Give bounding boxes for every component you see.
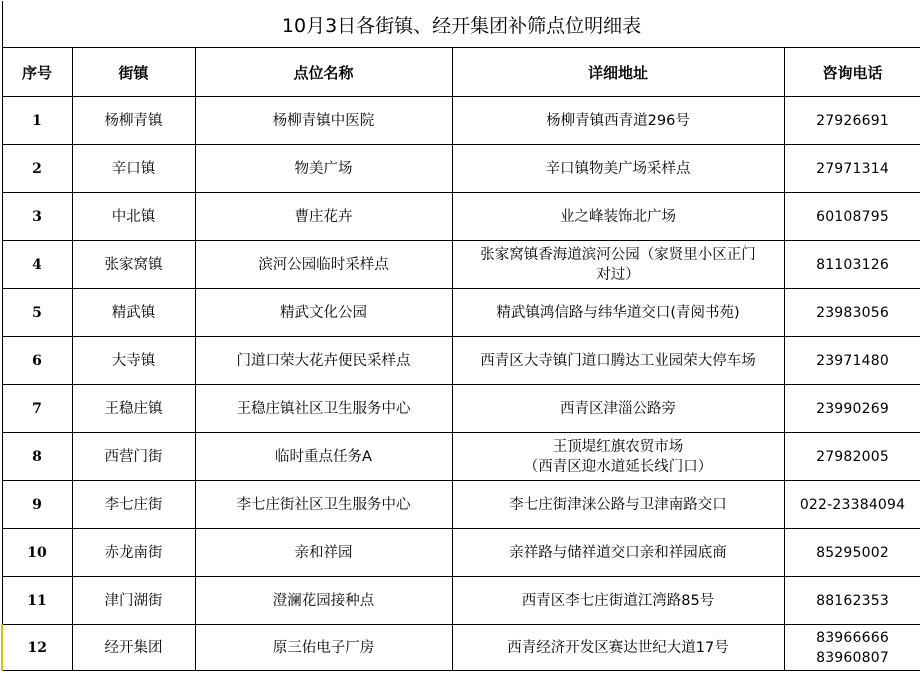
cell-site[interactable]: 原三佑电子厂房 [195,625,452,671]
table-row [2,193,920,241]
cell-phone[interactable] [784,385,920,433]
cell-phone-line: 022-23384094 [799,496,906,513]
cell-phone-line: 60108795 [816,208,889,225]
cell-phone[interactable] [784,625,920,671]
cell-index[interactable]: 8 [2,433,72,481]
cell-address-line: 西青区大寺镇门道口腾达工业园荣大停车场 [480,352,756,369]
header-index[interactable]: 序号 [2,48,72,97]
cell-index[interactable]: 7 [2,385,72,433]
cell-address-line: 对过） [596,266,640,283]
cell-town[interactable]: 经开集团 [72,625,195,671]
cell-town[interactable]: 王稳庄镇 [72,385,195,433]
cell-phone[interactable] [784,145,920,193]
cell-town[interactable]: 赤龙南街 [72,529,195,577]
cell-address-line: 张家窝镇香海道滨河公园（家贤里小区正门 [480,246,756,263]
cell-phone[interactable] [784,481,920,529]
cell-address-line: 精武镇鸿信路与纬华道交口(青阅书苑) [496,304,740,321]
cell-town[interactable]: 精武镇 [72,289,195,337]
table-row [2,385,920,433]
cell-phone[interactable] [784,289,920,337]
cell-phone-line: 27971314 [816,160,889,177]
cell-town[interactable]: 大寺镇 [72,337,195,385]
cell-town[interactable]: 张家窝镇 [72,241,195,289]
cell-phone-line: 81103126 [816,256,889,273]
cell-phone-line: 88162353 [816,592,889,609]
table-title[interactable]: 10月3日各街镇、经开集团补筛点位明细表 [2,1,920,48]
cell-phone-line: 23983056 [816,304,889,321]
table-row [2,481,920,529]
cell-address[interactable] [452,529,784,577]
cell-address-line: 业之峰装饰北广场 [560,208,676,225]
cell-address-line: 亲祥路与储祥道交口亲和祥园底商 [509,544,727,561]
table-row [2,289,920,337]
cell-phone[interactable] [784,241,920,289]
cell-index[interactable]: 3 [2,193,72,241]
cell-town[interactable]: 中北镇 [72,193,195,241]
cell-index[interactable]: 2 [2,145,72,193]
cell-site[interactable]: 物美广场 [195,145,452,193]
cell-phone-line: 27926691 [816,112,889,129]
cell-town[interactable]: 津门湖街 [72,577,195,625]
cell-town[interactable]: 西营门街 [72,433,195,481]
cell-index[interactable]: 4 [2,241,72,289]
cell-index[interactable]: 11 [2,577,72,625]
cell-site[interactable]: 亲和祥园 [195,529,452,577]
table-body [2,97,920,671]
cell-address[interactable] [452,97,784,145]
cell-address-line: 杨柳青镇西青道296号 [546,112,690,129]
cell-index[interactable]: 1 [2,97,72,145]
table-row [2,433,920,481]
cell-phone[interactable] [784,97,920,145]
cell-address[interactable] [452,193,784,241]
cell-site[interactable]: 王稳庄镇社区卫生服务中心 [195,385,452,433]
cell-site[interactable]: 曹庄花卉 [195,193,452,241]
cell-address-line: 西青区李七庄街道江湾路85号 [521,592,715,609]
header-address[interactable]: 详细地址 [452,48,784,97]
header-phone[interactable]: 咨询电话 [784,48,920,97]
cell-site[interactable]: 精武文化公园 [195,289,452,337]
cell-site[interactable]: 澄澜花园接种点 [195,577,452,625]
cell-address[interactable] [452,481,784,529]
cell-phone[interactable] [784,337,920,385]
table-row [2,145,920,193]
cell-address-line: 辛口镇物美广场采样点 [545,160,691,177]
cell-phone[interactable] [784,529,920,577]
cell-town[interactable]: 李七庄街 [72,481,195,529]
sampling-sites-table [1,1,920,671]
table-row [2,577,920,625]
cell-site[interactable]: 杨柳青镇中医院 [195,97,452,145]
cell-phone-line: 23971480 [816,352,889,369]
cell-address[interactable] [452,145,784,193]
cell-address[interactable] [452,577,784,625]
cell-address[interactable] [452,241,784,289]
cell-address[interactable] [452,433,784,481]
cell-index[interactable]: 9 [2,481,72,529]
cell-address-line: （西青区迎水道延长线门口） [523,458,713,475]
cell-phone-line: 27982005 [816,448,889,465]
header-town[interactable]: 街镇 [72,48,195,97]
cell-address-line: 西青经济开发区赛达世纪大道17号 [507,639,729,656]
table-row [2,625,920,671]
table-row [2,97,920,145]
cell-site[interactable]: 滨河公园临时采样点 [195,241,452,289]
cell-site[interactable]: 门道口荣大花卉便民采样点 [195,337,452,385]
cell-address[interactable] [452,337,784,385]
cell-address-line: 王顶堤红旗农贸市场 [552,438,684,455]
cell-phone-line: 83960807 [816,649,889,666]
header-row [2,48,920,97]
cell-index[interactable]: 10 [2,529,72,577]
cell-address[interactable] [452,385,784,433]
cell-site[interactable]: 临时重点任务A [195,433,452,481]
cell-phone-line: 23990269 [816,400,889,417]
cell-phone-line: 83966666 [816,629,889,646]
table-row [2,529,920,577]
table-row [2,241,920,289]
cell-address[interactable] [452,289,784,337]
cell-phone[interactable] [784,433,920,481]
cell-index[interactable]: 12 [2,625,72,671]
header-site[interactable]: 点位名称 [195,48,452,97]
cell-address-line: 李七庄街津涞公路与卫津南路交口 [509,496,727,513]
cell-town[interactable]: 杨柳青镇 [72,97,195,145]
table-row [2,337,920,385]
cell-phone[interactable] [784,577,920,625]
cell-site[interactable]: 李七庄街社区卫生服务中心 [195,481,452,529]
cell-index[interactable]: 6 [2,337,72,385]
cell-phone-line: 85295002 [816,544,889,561]
cell-town[interactable]: 辛口镇 [72,145,195,193]
cell-phone[interactable] [784,193,920,241]
cell-address-line: 西青区津淄公路旁 [560,400,676,417]
cell-index[interactable]: 5 [2,289,72,337]
cell-address[interactable] [452,625,784,671]
